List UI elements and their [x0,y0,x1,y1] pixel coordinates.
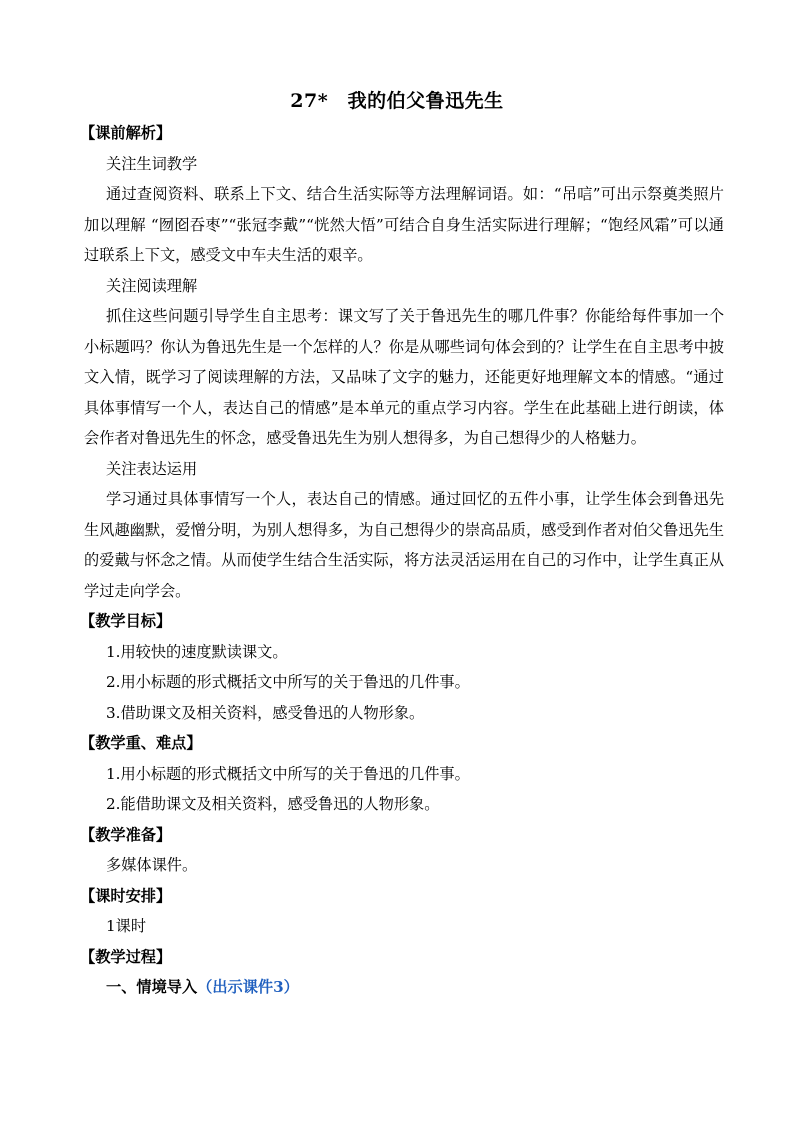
paragraph-reading: 抓住这些问题引导学生自主思考：课文写了关于鲁迅先生的哪几件事？你能给每件事加一个小标题吗？你认为鲁迅先生是一个怎样的人？你是从哪些词句体会到的？让学生在自主思考中披文入情，既学习了阅读理解的方法，又品味了文字的魅力，还能更好地理解文本的情感。“通过具体事情写一个人，表达自己的情感”是本单元的重点学习内容。学生在此基础上进行朗读，体会作者对鲁迅先生的怀念，感受鲁迅先生为别人想得多，为自己想得少的人格魅力。 [84,307,724,447]
section-heading-key-points: 【教学重、难点】 [80,734,202,752]
document-body [80,118,724,1003]
section-heading-process: 【教学过程】 [80,947,172,966]
goal-item: 3.借助课文及相关资料，感受鲁迅的人物形象。 [106,703,425,722]
paragraph-vocab: 通过查阅资料、联系上下文、结合生活实际等方法理解词语。如：“吊唁”可出示祭奠类照片加以理解 “囫囵吞枣”“张冠李戴”“恍然大悟”可结合自身生活实际进行理解；“饱经风霜”可以通过联系上下文，感受文中车夫生活的艰辛。 [84,185,724,264]
process-step-1 [84,972,724,1003]
preparation-text: 多媒体课件。 [106,856,198,874]
section-heading-goals: 【教学目标】 [80,612,172,630]
subheading-reading: 关注阅读理解 [106,276,198,295]
subheading-vocab: 关注生词教学 [106,154,198,173]
schedule-text: 1课时 [106,917,147,935]
subheading-expression: 关注表达运用 [106,459,198,478]
goal-item: 1.用较快的速度默读课文。 [106,642,288,661]
courseware-note: （出示课件3） [197,978,299,996]
section-heading-preparation: 【教学准备】 [80,825,172,844]
key-point-item: 1.用小标题的形式概括文中所写的关于鲁迅的几件事。 [106,764,470,783]
key-point-item: 2.能借助课文及相关资料，感受鲁迅的人物形象。 [106,795,440,813]
page-title: 27* 我的伯父鲁迅先生 [290,90,504,112]
paragraph-expression: 学习通过具体事情写一个人，表达自己的情感。通过回忆的五件小事，让学生体会到鲁迅先生风趣幽默，爱憎分明，为别人想得多，为自己想得少的崇高品质，感受到作者对伯父鲁迅先生的爱戴与怀念之情。从而使学生结合生活实际，将方法灵活运用在自己的习作中，让学生真正从学过走向学会。 [84,490,724,600]
section-heading-schedule: 【课时安排】 [80,886,172,905]
section-heading-pre-analysis: 【课前解析】 [80,124,172,142]
process-step-1-label: 一、情境导入 [106,978,198,996]
goal-item: 2.用小标题的形式概括文中所写的关于鲁迅的几件事。 [106,673,470,691]
